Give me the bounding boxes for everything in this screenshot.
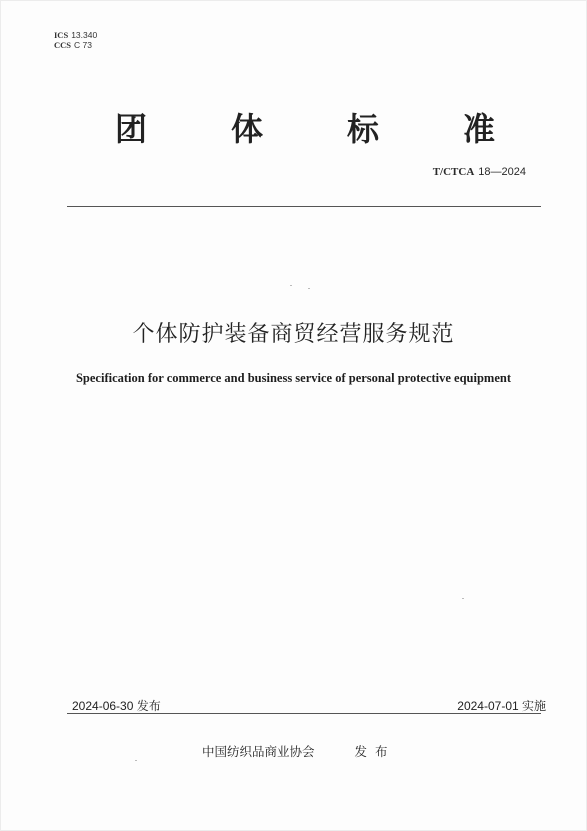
ics-code <box>54 30 97 40</box>
classification-codes <box>54 30 97 50</box>
scan-speck <box>290 285 292 286</box>
standard-type-char: 团 <box>115 110 148 148</box>
scan-speck <box>308 288 310 289</box>
ccs-number: C 73 <box>74 40 92 50</box>
ics-number: 13.340 <box>71 30 98 40</box>
issue-date: 2024-06-30 发布 <box>72 699 161 713</box>
implementation-date: 2024-07-01 实施 <box>457 699 546 713</box>
scan-speck <box>462 598 464 599</box>
standard-code <box>433 165 526 178</box>
standard-type-heading <box>115 104 495 150</box>
standard-type-char: 标 <box>346 110 379 148</box>
ics-label: ICS <box>54 30 69 40</box>
title-english: Specification for commerce and business service of personal protective equipment <box>75 371 512 385</box>
title-chinese: 个体防护装备商贸经营服务规范 <box>132 322 455 347</box>
top-divider <box>67 206 541 207</box>
scan-speck <box>135 760 137 761</box>
standard-code-prefix: T/CTCA <box>432 166 475 178</box>
standard-type-char: 体 <box>230 110 263 148</box>
publisher-action: 发布 <box>354 744 396 759</box>
publisher-line <box>202 742 396 760</box>
standard-code-number: 18—2024 <box>478 166 526 178</box>
publisher-name: 中国纺织品商业协会 <box>202 744 315 759</box>
ccs-code <box>54 40 97 50</box>
ccs-label: CCS <box>54 40 72 50</box>
bottom-divider <box>67 713 541 714</box>
standard-type-char: 准 <box>462 110 495 148</box>
